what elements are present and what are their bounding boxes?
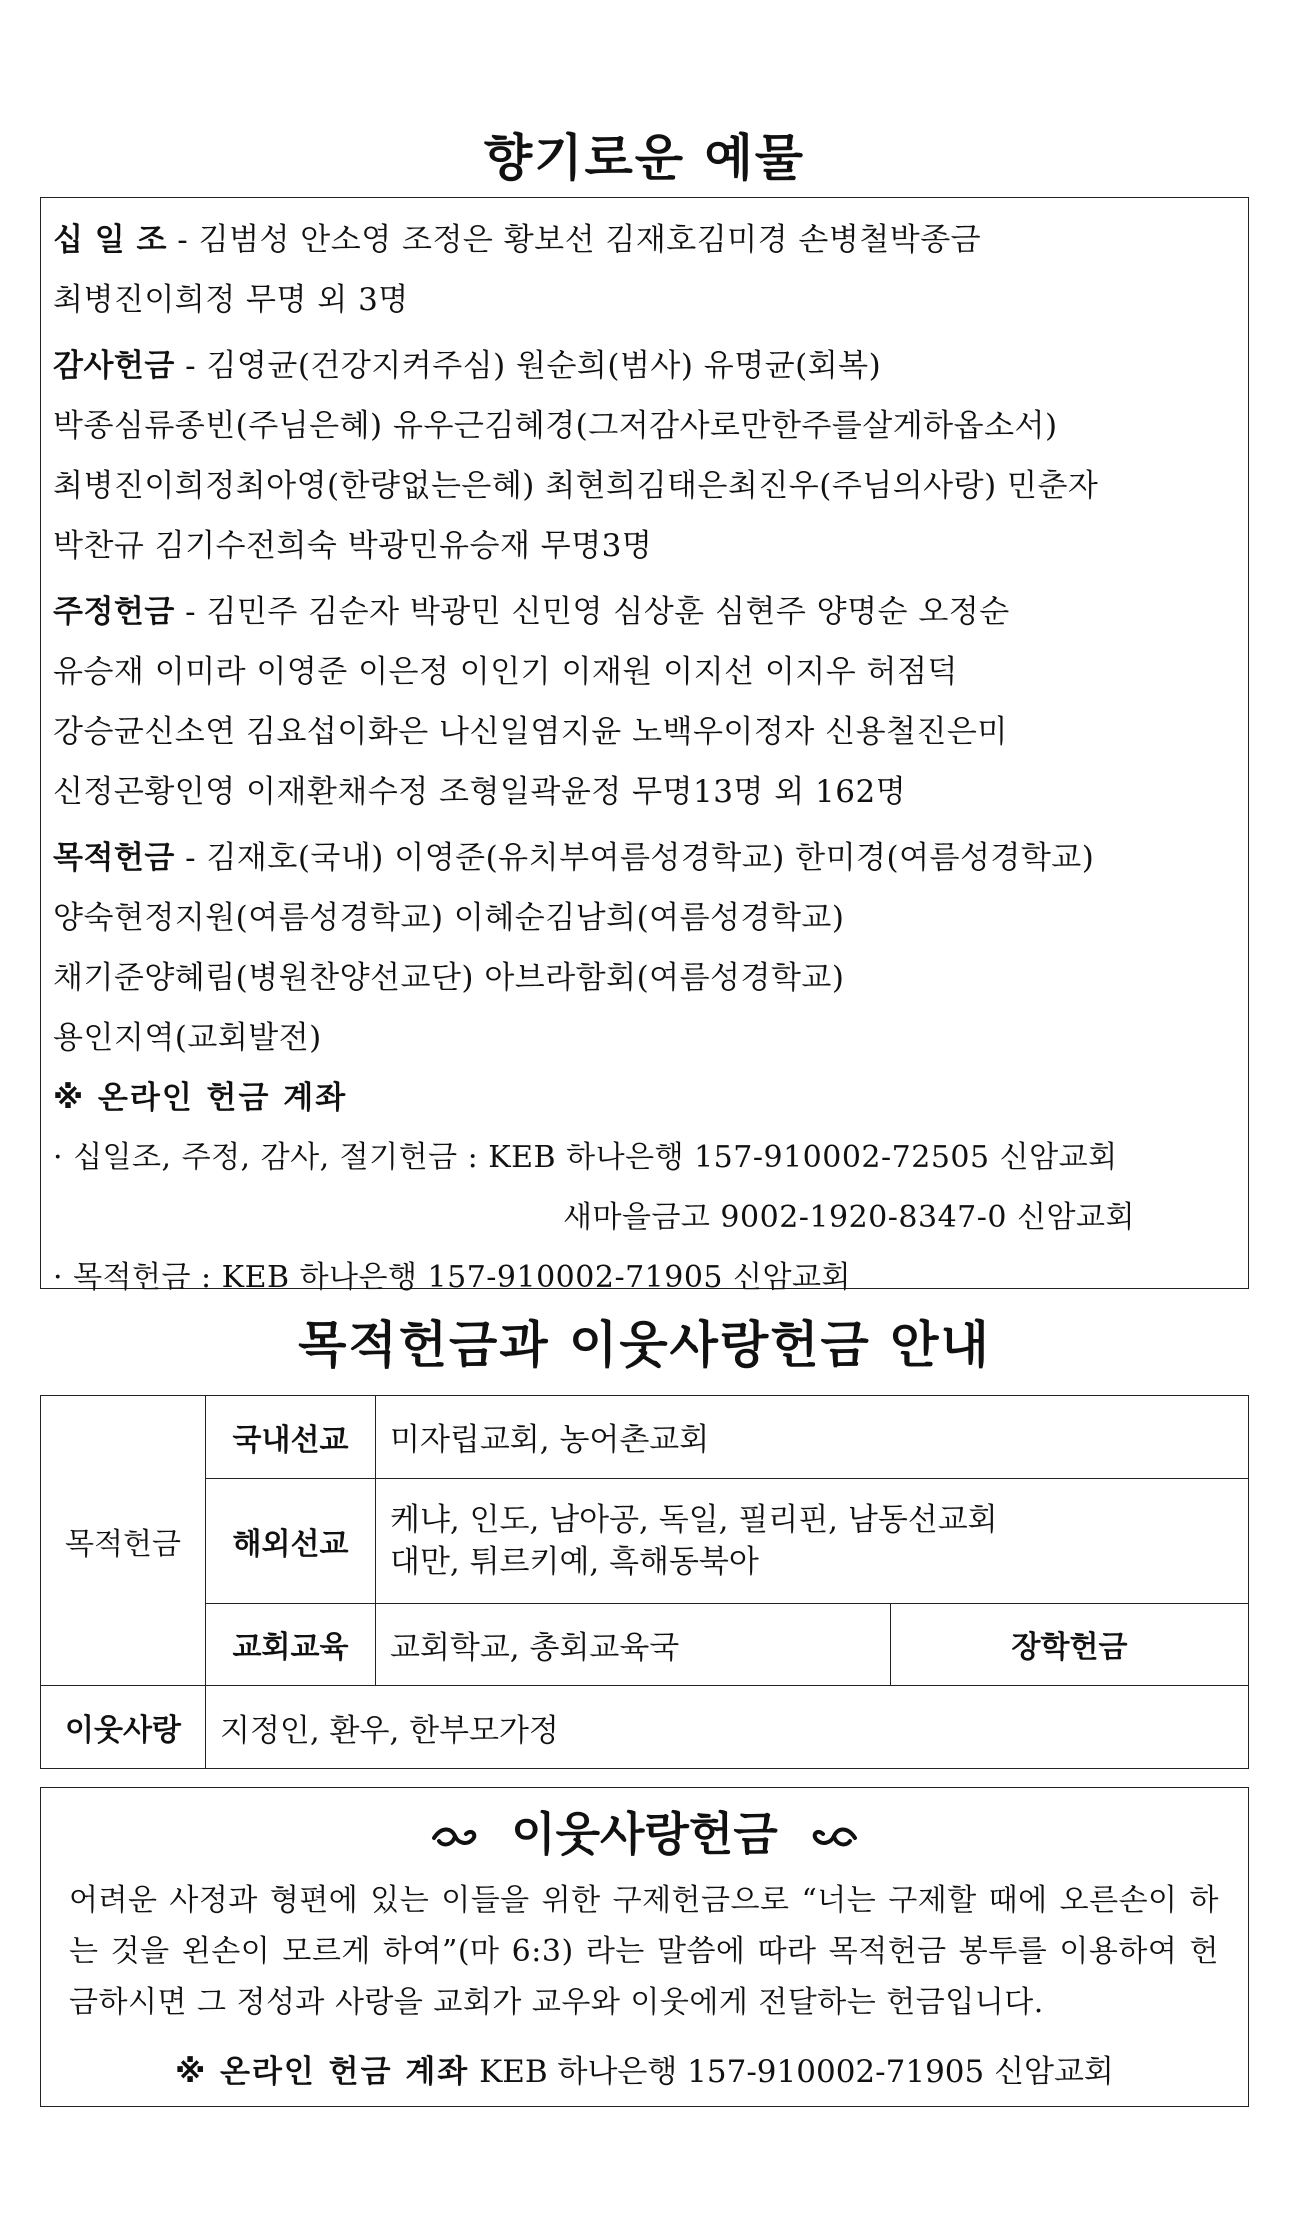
domestic-mission-label: 국내선교 bbox=[206, 1396, 376, 1479]
neighbor-offering-heading bbox=[41, 1798, 1248, 1864]
account-saemaul: 새마을금고 9002-1920-8347-0 신암교회 bbox=[563, 1200, 1135, 1235]
thanks-names-cont: 박종심류종빈(주님은혜) 유우근김혜경(그저감사로만한주를살게하옵소서) bbox=[53, 408, 1058, 444]
purpose-offering-cell: 목적헌금 bbox=[41, 1396, 206, 1686]
neighbor-offering-box bbox=[40, 1787, 1249, 2107]
thanks-names-cont: 최병진이희정최아영(한량없는은혜) 최현희김태은최진우(주님의사랑) 민춘자 bbox=[53, 468, 1099, 504]
purpose-label: 목적헌금 bbox=[53, 840, 175, 876]
scholarship-cell: 장학헌금 bbox=[891, 1603, 1249, 1686]
purpose-row bbox=[53, 828, 1236, 888]
neighbor-love-label: 이웃사랑 bbox=[41, 1686, 206, 1769]
church-education-label: 교회교육 bbox=[206, 1603, 376, 1686]
weekly-names: - 김민주 김순자 박광민 신민영 심상훈 심현주 양명순 오정순 bbox=[174, 594, 1010, 630]
neighbor-love-value: 지정인, 환우, 한부모가정 bbox=[206, 1686, 1249, 1769]
neighbor-account-value: KEB 하나은행 157-910002-71905 신암교회 bbox=[469, 2054, 1114, 2090]
account-purpose: · 목적헌금 : KEB 하나은행 157-910002-71905 신암교회 bbox=[53, 1260, 851, 1295]
online-account-note: ※ 온라인 헌금 계좌 bbox=[53, 1080, 348, 1116]
weekly-names-cont: 유승재 이미라 이영준 이은정 이인기 이재원 이지선 이지우 허점덕 bbox=[53, 654, 958, 690]
purpose-names-cont: 용인지역(교회발전) bbox=[53, 1020, 322, 1056]
account-main: · 십일조, 주정, 감사, 절기헌금 : KEB 하나은행 157-910002-72505 신암교회 bbox=[53, 1140, 1118, 1175]
ornament-right-icon bbox=[808, 1825, 858, 1851]
neighbor-offering-title: 이웃사랑헌금 bbox=[511, 1807, 778, 1861]
weekly-names-cont: 신정곤황인영 이재환채수정 조형일곽윤정 무명13명 외 162명 bbox=[53, 774, 907, 810]
neighbor-account-label: ※ 온라인 헌금 계좌 bbox=[175, 2054, 470, 2090]
weekly-row bbox=[53, 582, 1236, 642]
tithe-label: 십 일 조 bbox=[53, 222, 167, 258]
overseas-line: 대만, 튀르키예, 흑해동북아 bbox=[390, 1543, 759, 1580]
weekly-label: 주정헌금 bbox=[53, 594, 175, 630]
purpose-names-cont: 양숙현정지원(여름성경학교) 이혜순김남희(여름성경학교) bbox=[53, 900, 845, 936]
tithe-names: - 김범성 안소영 조정은 황보선 김재호김미경 손병철박종금 bbox=[166, 222, 982, 258]
overseas-mission-value bbox=[376, 1478, 1249, 1603]
purpose-names-cont: 채기준양혜림(병원찬양선교단) 아브라함회(여름성경학교) bbox=[53, 960, 845, 996]
domestic-mission-value: 미자립교회, 농어촌교회 bbox=[376, 1396, 1249, 1479]
thanks-row bbox=[53, 336, 1236, 396]
thanks-names-cont: 박찬규 김기수전희숙 박광민유승재 무명3명 bbox=[53, 528, 653, 564]
offering-guide-table bbox=[40, 1395, 1249, 1769]
thanks-names: - 김영균(건강지켜주심) 원순희(범사) 유명균(회복) bbox=[174, 348, 882, 384]
tithe-row bbox=[53, 210, 1236, 270]
offering-list-box bbox=[40, 197, 1249, 1295]
thanks-label: 감사헌금 bbox=[53, 348, 175, 384]
offering-title: 향기로운 예물 bbox=[483, 129, 806, 187]
weekly-names-cont: 강승균신소연 김요섭이화은 나신일염지윤 노백우이정자 신용철진은미 bbox=[53, 714, 1008, 750]
guide-title: 목적헌금과 이웃사랑헌금 안내 bbox=[298, 1316, 991, 1374]
tithe-names-cont: 최병진이희정 무명 외 3명 bbox=[53, 282, 409, 318]
overseas-line: 케냐, 인도, 남아공, 독일, 필리핀, 남동선교회 bbox=[390, 1501, 998, 1538]
neighbor-online-account bbox=[41, 2046, 1248, 2091]
neighbor-offering-description: 어려운 사정과 형편에 있는 이들을 위한 구제헌금으로 “너는 구제할 때에 오른손이 하는 것을 왼손이 모르게 하여”(마 6:3) 라는 말씀에 따라 목적헌금 봉투를 이용하여 헌금하시면 그 정성과 사랑을 교회가 교우와 이웃에게 전달하는 헌금입니다. bbox=[69, 1883, 1219, 2020]
church-education-value: 교회학교, 총회교육국 bbox=[376, 1603, 891, 1686]
overseas-mission-label: 해외선교 bbox=[206, 1478, 376, 1603]
ornament-left-icon bbox=[431, 1825, 481, 1851]
purpose-names: - 김재호(국내) 이영준(유치부여름성경학교) 한미경(여름성경학교) bbox=[174, 840, 1095, 876]
